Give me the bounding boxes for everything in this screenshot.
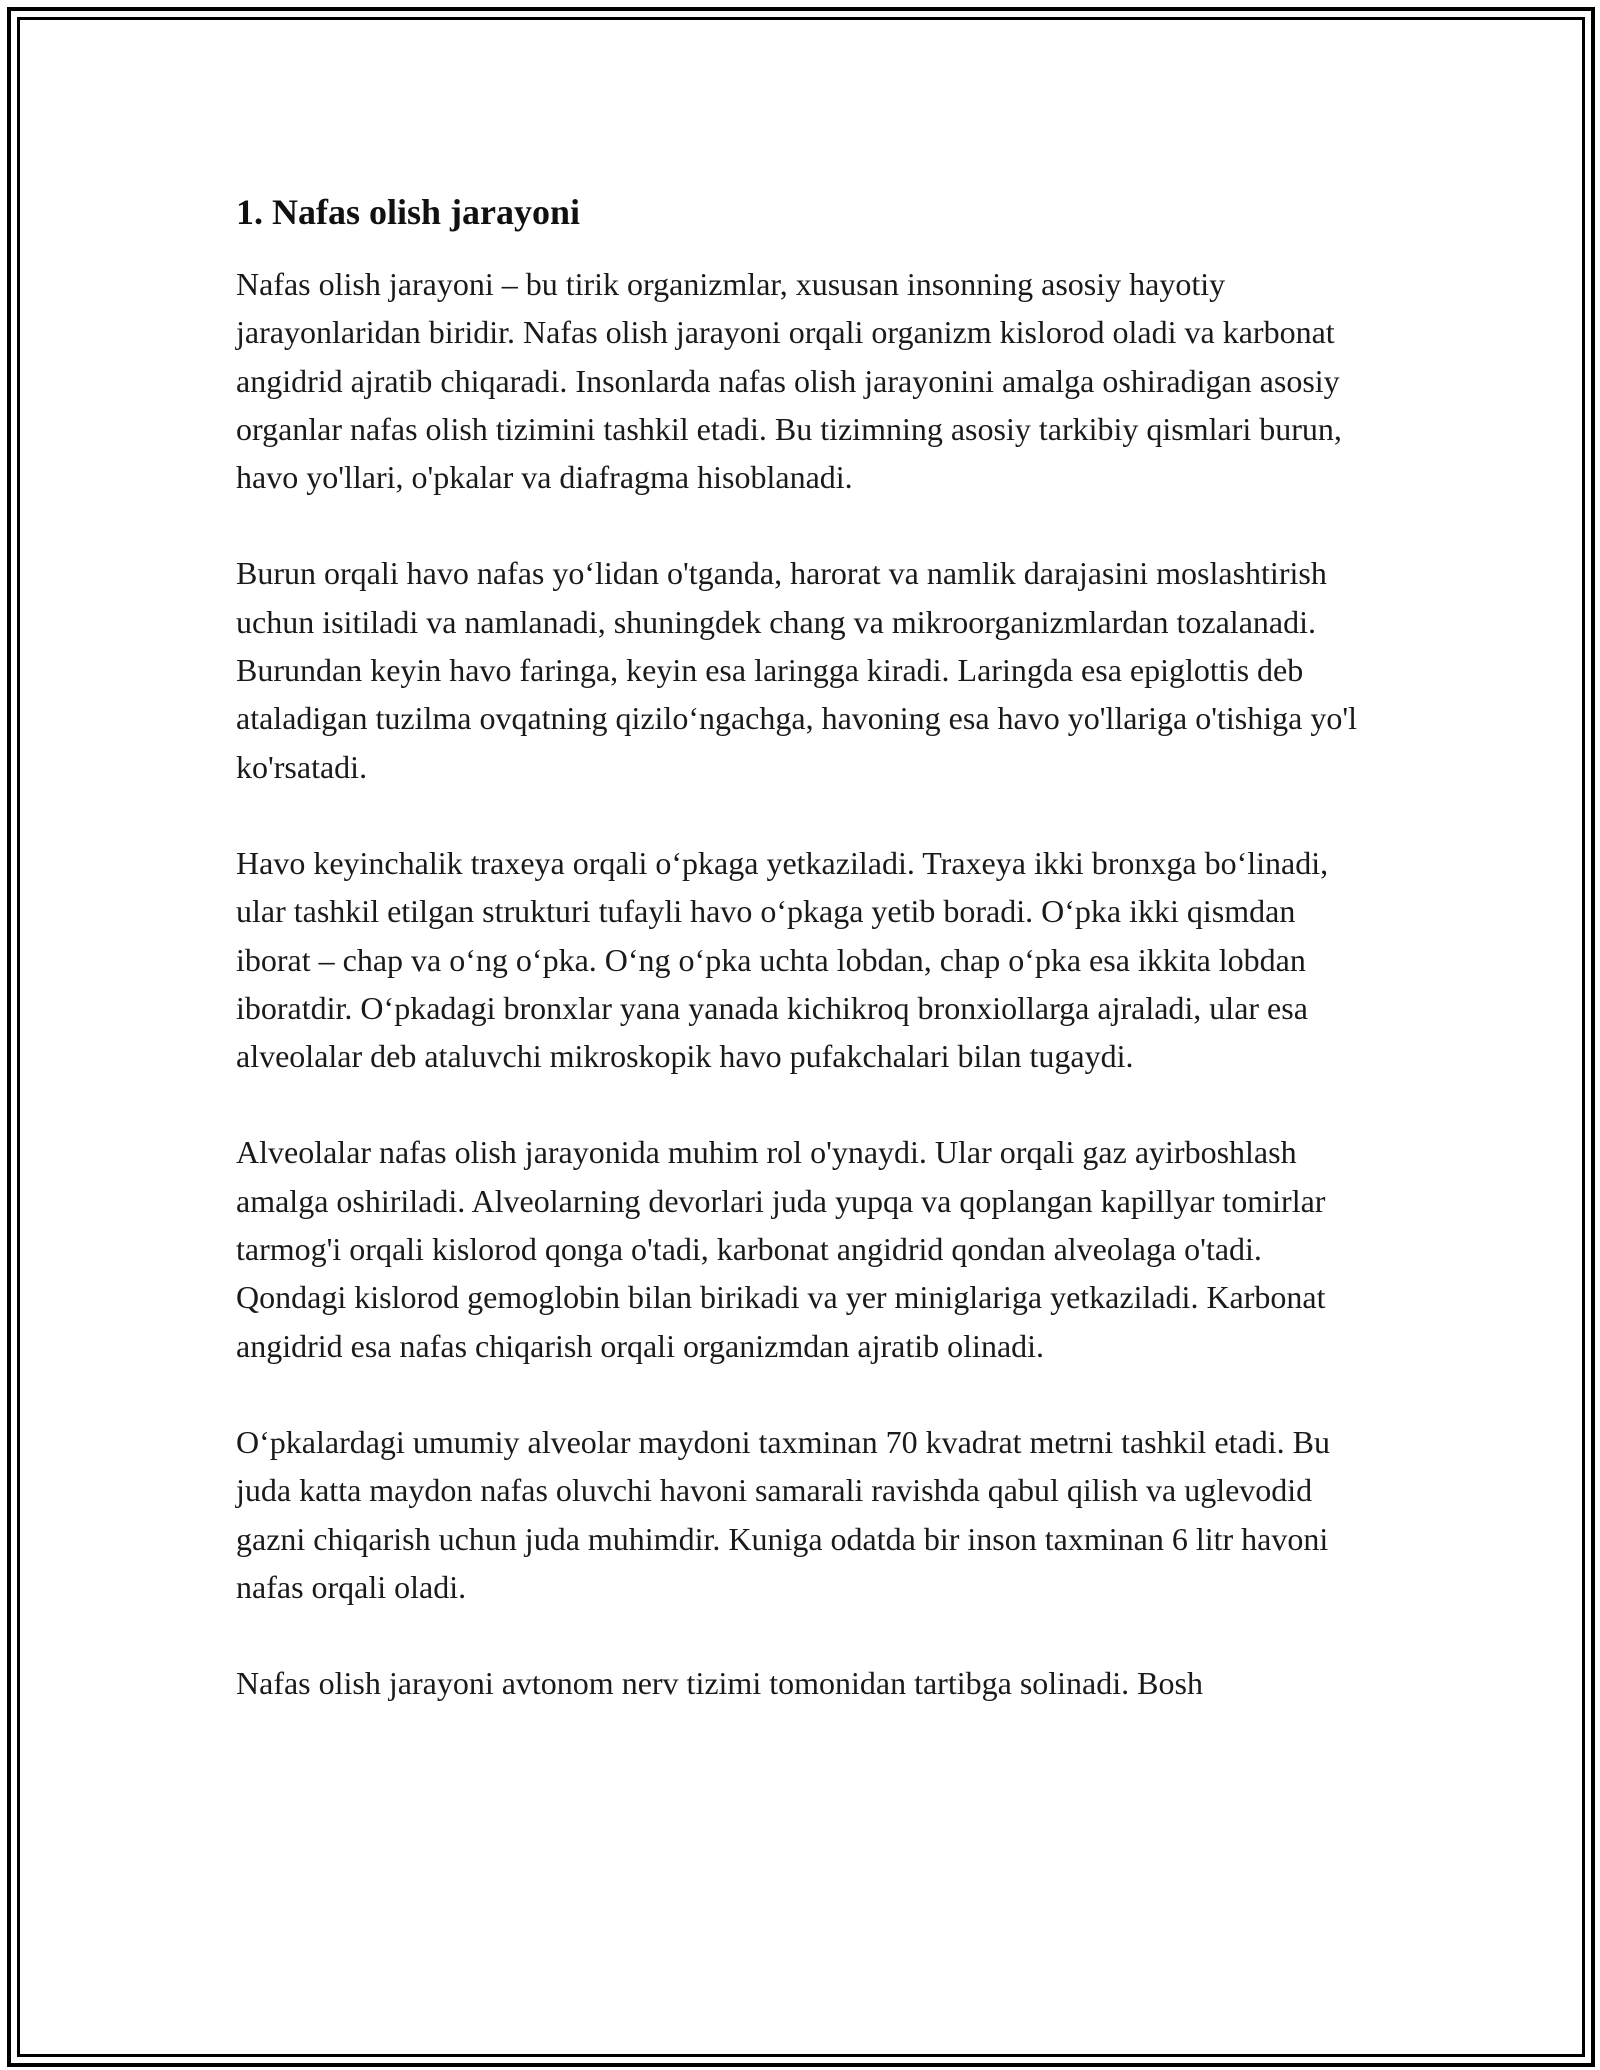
- paragraph-5: O‘pkalardagi umumiy alveolar maydoni taxminan 70 kvadrat metrni tashkil etadi. Bu juda katta maydon nafas oluvchi havoni samarali ravishda qabul qilish va uglevodid gazni chiqarish uchun juda muhimdir. Kuniga odatda bir inson taxminan 6 litr havoni nafas orqali oladi.: [236, 1423, 1330, 1605]
- paragraph-2: Burun orqali havo nafas yo‘lidan o'tganda, harorat va namlik darajasini moslashtirish uchun isitiladi va namlanadi, shuningdek chang va mikroorganizmlardan tozalanadi. Burundan keyin havo faringa, keyin esa laringga kiradi. Laringda esa epiglottis deb ataladigan tuzilma ovqatning qizilo‘ngachga, havoning esa havo yo'llariga o'tishiga yo'l ko'rsatadi.: [236, 555, 1357, 785]
- section-heading: 1. Nafas olish jarayoni: [236, 192, 581, 232]
- document-body: [236, 184, 1368, 1755]
- paragraph-6: Nafas olish jarayoni avtonom nerv tizimi tomonidan tartibga solinadi. Bosh: [236, 1665, 1203, 1702]
- paragraph-3: Havo keyinchalik traxeya orqali o‘pkaga yetkaziladi. Traxeya ikki bronxga bo‘linadi, ular tashkil etilgan strukturi tufayli havo o‘pkaga yetib boradi. O‘pka ikki qismdan iborat – chap va o‘ng o‘pka. O‘ng o‘pka uchta lobdan, chap o‘pka esa ikkita lobdan iboratdir. O‘pkadagi bronxlar yana yanada kichikroq bronxiollarga ajraladi, ular esa alveolalar deb ataluvchi mikroskopik havo pufakchalari bilan tugaydi.: [236, 844, 1329, 1075]
- paragraph-1: Nafas olish jarayoni – bu tirik organizmlar, xususan insonning asosiy hayotiy jarayonlaridan biridir. Nafas olish jarayoni orqali organizm kislorod oladi va karbonat angidrid ajratib chiqaradi. Insonlarda nafas olish jarayonini amalga oshiradigan asosiy organlar nafas olish tizimini tashkil etadi. Bu tizimning asosiy tarkibiy qismlari burun, havo yo'llari, o'pkalar va diafragma hisoblanadi.: [236, 266, 1342, 496]
- paragraph-4: Alveolalar nafas olish jarayonida muhim rol o'ynaydi. Ular orqali gaz ayirboshlash amalga oshiriladi. Alveolarning devorlari juda yupqa va qoplangan kapillyar tomirlar tarmog'i orqali kislorod qonga o'tadi, karbonat angidrid qondan alveolaga o'tadi. Qondagi kislorod gemoglobin bilan birikadi va yer miniglariga yetkaziladi. Karbonat angidrid esa nafas chiqarish orqali organizmdan ajratib olinadi.: [236, 1134, 1326, 1364]
